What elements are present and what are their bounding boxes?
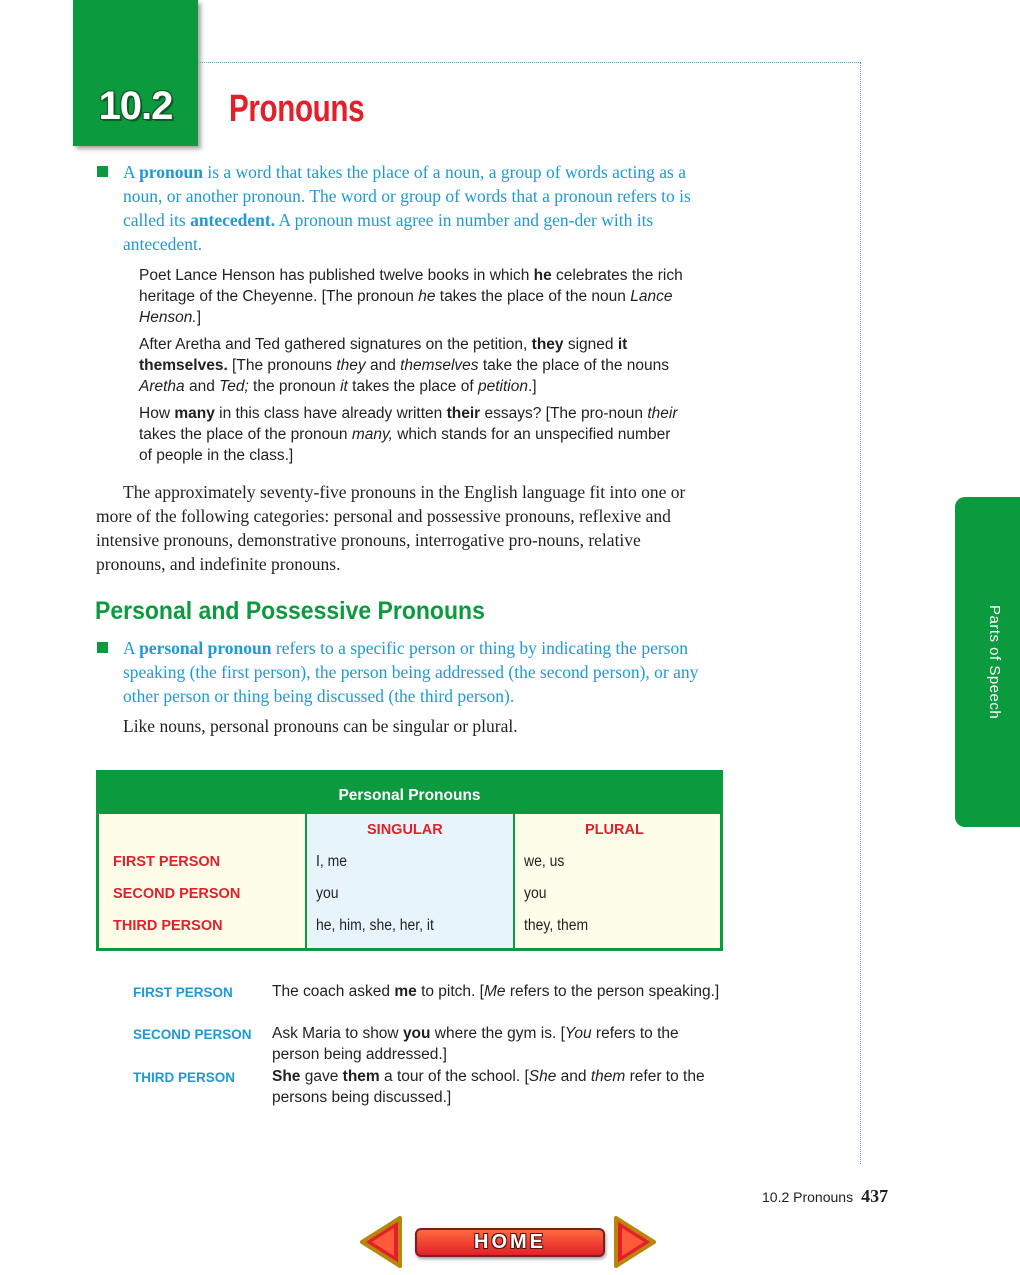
intro-paragraph: The approximately seventy-five pronouns in the English language fit into one or more of the following categories: personal and possessive pronouns, reflexive and intensive pronouns, demonstrative pronouns, interrogative pro-nouns, relative pronouns, and indefinite pronouns.	[96, 482, 686, 574]
table-cell: he, him, she, her, it	[316, 917, 434, 934]
personal-pronouns-table	[96, 770, 723, 951]
subsection-heading: Personal and Possessive Pronouns	[95, 597, 485, 625]
previous-page-arrow-icon[interactable]	[358, 1214, 404, 1270]
section-number: 10.2	[98, 84, 173, 128]
bullet-square	[97, 166, 108, 177]
example-sentence: The coach asked me to pitch. [Me refers to the person speaking.]	[272, 983, 720, 1000]
column-header-singular: SINGULAR	[367, 822, 443, 838]
table-cell: we, us	[524, 853, 565, 870]
column-header-plural: PLURAL	[585, 822, 644, 838]
table-title: Personal Pronouns	[99, 773, 720, 814]
page-footer	[762, 1186, 888, 1207]
home-button[interactable]: HOME	[415, 1228, 605, 1257]
page-number: 437	[861, 1186, 889, 1206]
next-page-arrow-icon[interactable]	[612, 1214, 658, 1270]
side-tab[interactable]	[955, 497, 1020, 827]
follow-paragraph: Like nouns, personal pronouns can be singular or plural.	[123, 716, 518, 736]
table-cell: I, me	[316, 853, 348, 870]
row-label: SECOND PERSON	[113, 886, 241, 902]
table-cell: you	[524, 885, 547, 902]
row-label: THIRD PERSON	[113, 918, 223, 934]
definition-paragraph: A pronoun is a word that takes the place of a noun, a group of words acting as a noun, or another pronoun. The word or group of words that a pronoun refers to is called its antecedent. A pronoun must agree in number and gen-der with its antecedent.	[123, 162, 691, 254]
footer-section: 10.2 Pronouns	[762, 1189, 854, 1205]
example-sentence: She gave them a tour of the school. [She and them refer to the persons being discussed.]	[272, 1068, 705, 1106]
bullet-square	[97, 642, 108, 653]
example-label: FIRST PERSON	[133, 985, 233, 1000]
right-rule	[860, 62, 861, 1164]
page-title: Pronouns	[229, 88, 365, 130]
top-rule	[198, 62, 861, 63]
example-3: How many in this class have already written their essays? [The pro-noun their takes the place of the pronoun many, which stands for an unspecified number of people in the class.]	[139, 405, 678, 464]
example-label: SECOND PERSON	[133, 1027, 252, 1042]
table-cell: you	[316, 885, 339, 902]
example-label: THIRD PERSON	[133, 1070, 236, 1085]
example-1: Poet Lance Henson has published twelve books in which he celebrates the rich heritage of the Cheyenne. [The pronoun he takes the place of the noun Lance Henson.]	[139, 267, 683, 326]
row-label: FIRST PERSON	[113, 854, 221, 870]
personal-pronoun-definition: A personal pronoun refers to a specific person or thing by indicating the person speaking (the first person), the person being addressed (the second person), or any other person or thing being discussed (the third person).	[123, 638, 699, 706]
example-2: After Aretha and Ted gathered signatures on the petition, they signed it themselves. [The pronouns they and themselves take the place of the nouns Aretha and Ted; the pronoun it takes the place of petition.]	[139, 336, 669, 395]
table-cell: they, them	[524, 917, 589, 934]
example-sentence: Ask Maria to show you where the gym is. [You refers to the person being addressed.]	[272, 1025, 679, 1063]
section-badge	[73, 0, 198, 146]
side-tab-label: Parts of Speech	[986, 605, 1003, 720]
